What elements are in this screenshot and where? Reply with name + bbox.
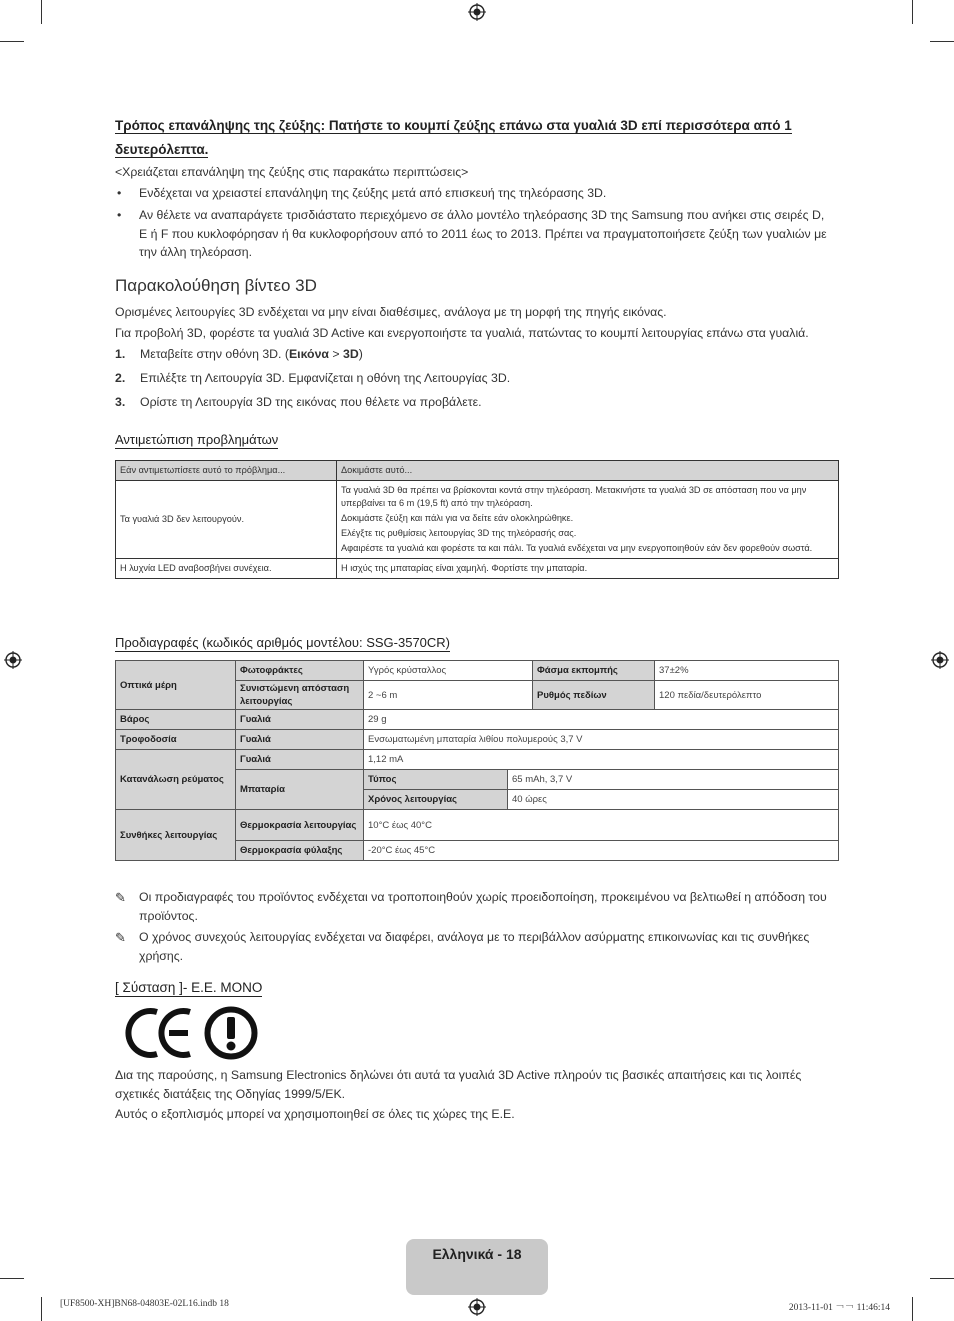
bullet-text: Αν θέλετε να αναπαράγετε τρισδιάστατο περιεχόμενο σε άλλο μοντέλο τηλεόρασης 3D της Samsung που ανήκει στις σειρές D, E ή F που κυκλοφόρησαν ή θα κυκλοφορήσουν από το 2011 έως το 2013. Πρέπει να πραγματοποιήσετε ζεύξη των γυαλιών με την άλλη τηλεόραση. [139,208,827,259]
alert-mark-icon [204,1006,258,1060]
ce-paragraph: Δια της παρούσης, η Samsung Electronics δηλώνει ότι αυτά τα γυαλιά 3D Active πληρούν τις βασικές απαιτήσεις και τις λοιπές σχετικές διατάξεις της Οδηγίας 1999/5/ΕΚ. [115,1068,802,1101]
spec-label: Συνιστώμενη απόσταση λειτουργίας [236,681,364,710]
problem-cell: Τα γυαλιά 3D δεν λειτουργούν. [116,481,337,559]
solution-cell [337,481,839,559]
crop-mark [912,1297,913,1321]
bullet-icon: • [117,186,122,200]
menu-path-picture: Εικόνα [288,347,329,361]
spec-value: 29 g [364,710,839,730]
print-info-left: [UF8500-XH]BN68-04803E-02L16.indb 18 [60,1299,229,1309]
troubleshoot-title: Αντιμετώπιση προβλημάτων [115,432,279,447]
crop-mark [930,1278,954,1279]
step-text-end: ) [358,347,363,361]
spec-group: Τροφοδοσία [116,730,236,750]
step-item [115,395,482,409]
crop-mark [0,1278,24,1279]
registration-mark-icon [468,3,486,21]
table-row [116,710,839,730]
spec-label: Θερμοκρασία φύλαξης [236,841,364,861]
table-header-row [116,461,839,481]
spec-label: Ρυθμός πεδίων [533,681,655,710]
table-header-cell: Εάν αντιμετωπίσετε αυτό το πρόβλημα... [116,461,337,481]
step-item [115,347,363,361]
ce-paragraph: Αυτός ο εξοπλισμός μπορεί να χρησιμοποιηθεί σε όλες τις χώρες της Ε.Ε. [115,1107,515,1121]
step-number: 1. [115,347,126,361]
table-row [116,810,839,841]
list-item [115,206,830,262]
pairing-intro: <Χρειάζεται επανάληψη της ζεύξης στις παρακάτω περιπτώσεις> [115,165,469,179]
crop-mark [930,41,954,42]
note-text: Ο χρόνος συνεχούς λειτουργίας ενδέχεται να διαφέρει, ανάλογα με το περιβάλλον ασύρματης επικοινωνίας και τις συνθήκες χρήσης. [139,930,810,963]
crop-mark [41,1297,42,1321]
watch-paragraph: Ορισμένες λειτουργίες 3D ενδέχεται να μην είναι διαθέσιμες, ανάλογα με τη μορφή της πηγής εικόνας. [115,305,667,319]
spec-label: Γυαλιά [236,710,364,730]
specs-title: Προδιαγραφές (κωδικός αριθμός μοντέλου: SSG-3570CR) [115,635,451,650]
print-info-right: 2013-11-01 ￢￢ 11:46:14 [788,1303,890,1313]
bullet-icon: • [117,208,122,222]
spec-group: Βάρος [116,710,236,730]
specs-table [115,660,839,861]
spec-value: -20°C έως 45°C [364,841,839,861]
spec-label: Γυαλιά [236,750,364,770]
solution-text: Τα γυαλιά 3D θα πρέπει να βρίσκονται κοντά στην τηλεόραση. Μετακινήστε τα γυαλιά 3D σε απόσταση που να μην υπερβαίνει τα 6 m (19,5 ft) από την τηλεόραση. [341,485,807,508]
spec-value: 65 mAh, 3,7 V [508,770,839,790]
pencil-note-icon: ✎ [115,890,126,905]
spec-group: Κατανάλωση ρεύματος [116,750,236,810]
pairing-heading-line2: δευτερόλεπτα. [115,142,209,157]
table-row [116,730,839,750]
table-row [116,750,839,770]
problem-cell: Η λυχνία LED αναβοσβήνει συνέχεια. [116,559,337,579]
step-text: Μεταβείτε στην οθόνη 3D. ( [140,347,289,361]
step-text: Ορίστε τη Λειτουργία 3D της εικόνας που θέλετε να προβάλετε. [140,395,482,409]
menu-path-3d: 3D [342,347,359,361]
spec-value: Υγρός κρύσταλλος [364,661,533,681]
pencil-note-icon: ✎ [115,930,126,945]
page-number: Ελληνικά - 18 [432,1246,522,1262]
registration-mark-icon [931,651,949,669]
spec-label: Γυαλιά [236,730,364,750]
watch-paragraph: Για προβολή 3D, φορέστε τα γυαλιά 3D Active και ενεργοποιήστε τα γυαλιά, πατώντας το κουμπί λειτουργίας επάνω στα γυαλιά. [115,326,809,340]
step-item [115,371,510,385]
spec-value: Ενσωματωμένη μπαταρία λιθίου πολυμερούς 3,7 V [364,730,839,750]
spec-value: 37±2% [655,661,839,681]
spec-value: 1,12 mA [364,750,839,770]
table-row [116,559,839,579]
solution-cell: Η ισχύς της μπαταρίας είναι χαμηλή. Φορτίστε την μπαταρία. [337,559,839,579]
crop-mark [41,0,42,24]
spec-label: Φάσμα εκπομπής [533,661,655,681]
solution-text: Αφαιρέστε τα γυαλιά και φορέστε τα και πάλι. Τα γυαλιά ενδέχεται να μην ενεργοποιηθούν εάν δεν φορεθούν σωστά. [341,543,813,553]
table-header-cell: Δοκιμάστε αυτό... [337,461,839,481]
solution-text: Δοκιμάστε ζεύξη και πάλι για να δείτε εάν ολοκληρώθηκε. [341,513,574,523]
solution-text: Ελέγξτε τις ρυθμίσεις λειτουργίας 3D της τηλεόρασής σας. [341,528,577,538]
spec-value: 120 πεδία/δευτερόλεπτο [655,681,839,710]
pairing-heading [115,114,815,162]
menu-path-separator: > [328,347,343,361]
note-item [115,888,840,926]
spec-label: Χρόνος λειτουργίας [364,790,508,810]
crop-mark [0,41,24,42]
spec-value: 40 ώρες [508,790,839,810]
pairing-heading-line1: Τρόπος επανάληψης της ζεύξης: Πατήστε το κουμπί ζεύξης επάνω στα γυαλιά 3D επί περισσότερα από 1 [115,118,792,133]
registration-mark-icon [468,1298,486,1316]
crop-mark [912,0,913,24]
registration-mark-icon [4,651,22,669]
spec-label: Μπαταρία [236,770,364,810]
troubleshoot-table [115,460,839,579]
table-row [116,481,839,559]
note-text: Οι προδιαγραφές του προϊόντος ενδέχεται να τροποποιηθούν χωρίς προειδοποίηση, προκειμένου να βελτιωθεί η απόδοση του προϊόντος. [139,890,827,923]
section-title: Παρακολούθηση βίντεο 3D [115,276,317,295]
step-text: Επιλέξτε τη Λειτουργία 3D. Εμφανίζεται η οθόνη της Λειτουργίας 3D. [140,371,511,385]
spec-label: Φωτοφράκτες [236,661,364,681]
ce-title: [ Σύσταση ]- Ε.Ε. ΜΟΝΟ [115,980,263,995]
spec-group: Οπτικά μέρη [116,661,236,710]
spec-label: Θερμοκρασία λειτουργίας [236,810,364,841]
spec-group: Συνθήκες λειτουργίας [116,810,236,861]
note-item [115,928,840,966]
step-number: 3. [115,395,126,409]
table-row [116,661,839,681]
list-item [115,184,830,202]
step-number: 2. [115,371,126,385]
spec-value: 2 ~6 m [364,681,533,710]
bullet-text: Ενδέχεται να χρειαστεί επανάληψη της ζεύξης μετά από επισκευή της τηλεόρασης 3D. [139,186,607,200]
spec-value: 10°C έως 40°C [364,810,839,841]
spec-label: Τύπος [364,770,508,790]
